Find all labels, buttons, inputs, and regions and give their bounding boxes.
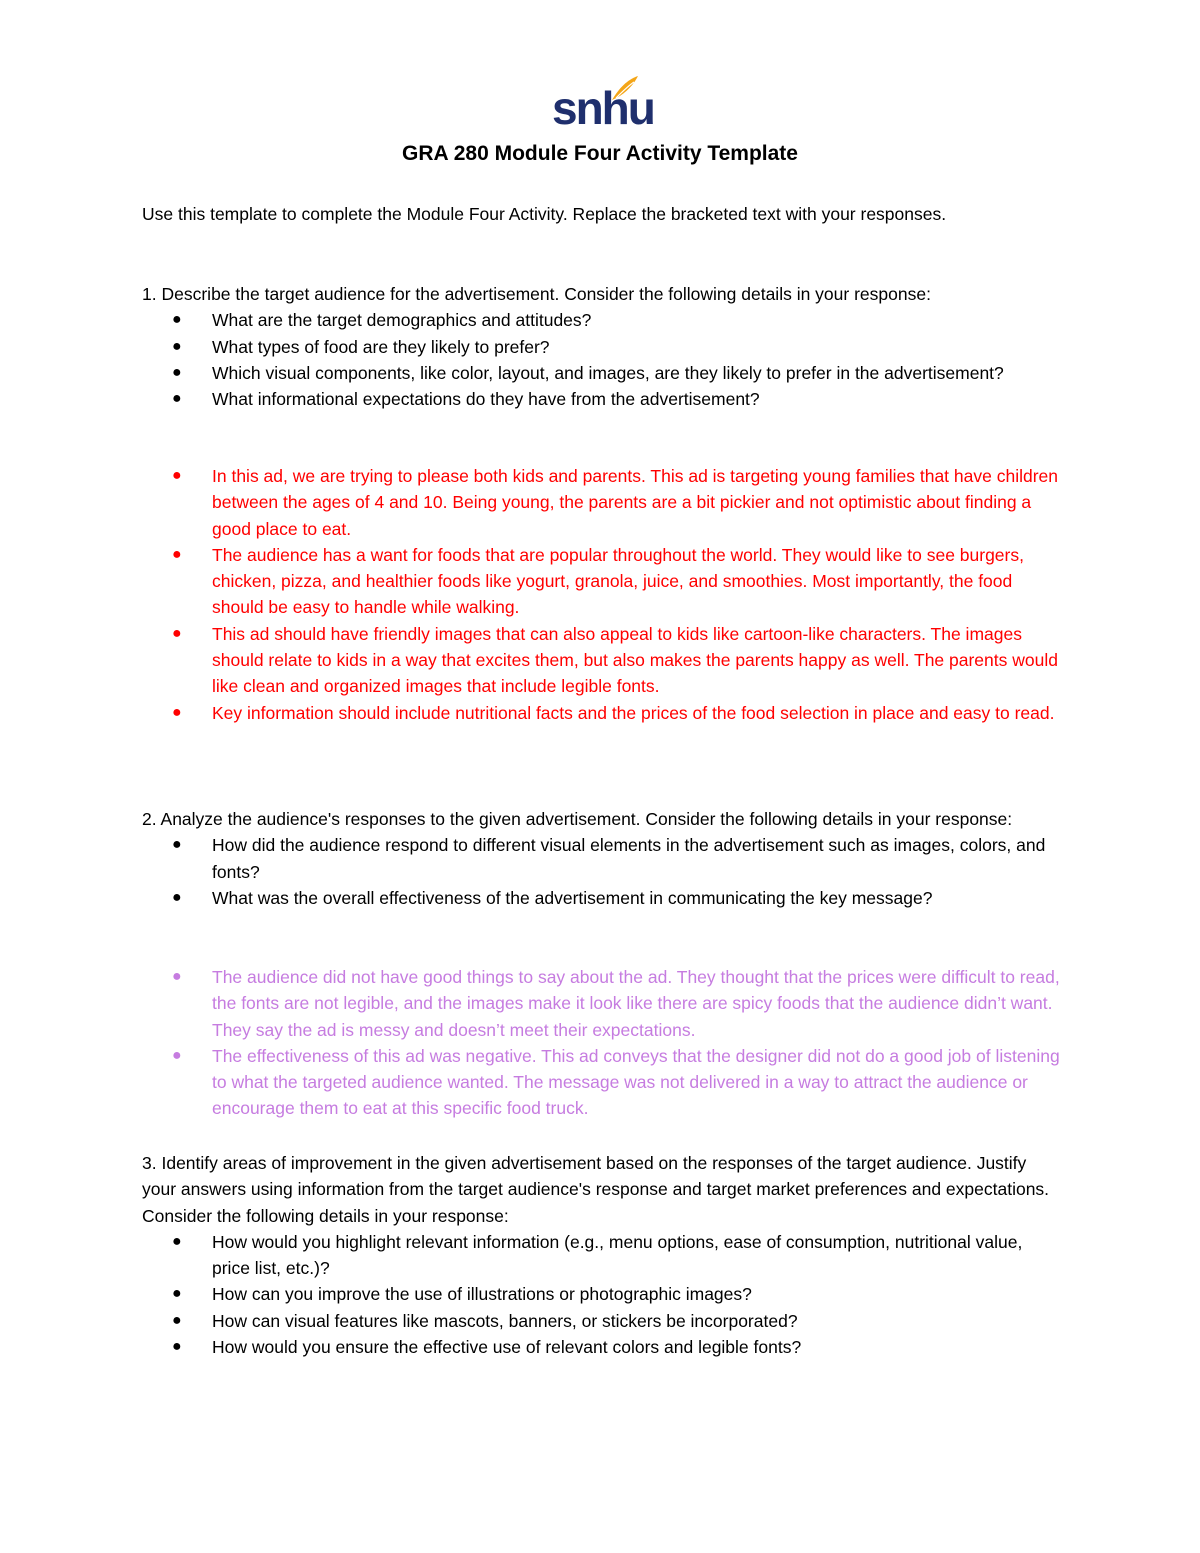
question-2-text: Analyze the audience's responses to the given advertisement. Consider the following details in your response: <box>160 809 1013 829</box>
list-item: ● How can you improve the use of illustrations or photographic images? <box>142 1281 1062 1307</box>
bullet-icon: ● <box>172 1285 182 1303</box>
question-1-text: Describe the target audience for the advertisement. Consider the following details in your response: <box>161 284 931 304</box>
list-item: ● What types of food are they likely to prefer? <box>142 334 1062 360</box>
bullet-icon: ● <box>172 390 182 408</box>
question-2 <box>142 806 1062 911</box>
bullet-icon: ● <box>172 337 182 355</box>
bullet-icon: ● <box>172 624 182 642</box>
question-2-prompt <box>142 806 1062 832</box>
bullet-icon: ● <box>172 311 182 329</box>
answer-item: ● The audience has a want for foods that are popular throughout the world. They would like to see burgers, chicken, pizza, and healthier foods like yogurt, granola, juice, and smoothies. Most importantly, the food should be easy to handle while walking. <box>142 542 1062 621</box>
answer-2 <box>142 964 1062 1122</box>
answer-1 <box>142 463 1062 726</box>
answer-item: ● This ad should have friendly images that can also appeal to kids like cartoon-like characters. The images should relate to kids in a way that excites them, but also makes the parents happy as well. The parents would like clean and organized images that include legible fonts. <box>142 621 1062 700</box>
bullet-icon: ● <box>172 703 182 721</box>
question-1-prompt <box>142 281 1062 307</box>
bullet-icon: ● <box>172 836 182 854</box>
list-item: ● How did the audience respond to different visual elements in the advertisement such as images, colors, and fonts? <box>142 832 1062 885</box>
snhu-logo <box>552 74 652 134</box>
list-item: ● How would you highlight relevant information (e.g., menu options, ease of consumption, nutritional value, price list, etc.)? <box>142 1229 1062 1282</box>
logo-text: snhu <box>552 82 654 134</box>
question-1 <box>142 281 1062 412</box>
question-2-number: 2. <box>142 809 157 829</box>
question-3-text: Identify areas of improvement in the given advertisement based on the responses of the target audience. Justify your answers using information from the target audience's response and target market preferences and expectations. Consider the following details in your response: <box>142 1153 1050 1226</box>
list-item: ● Which visual components, like color, layout, and images, are they likely to prefer in the advertisement? <box>142 360 1062 386</box>
bullet-icon: ● <box>172 888 182 906</box>
answer-item: ● In this ad, we are trying to please both kids and parents. This ad is targeting young families that have children between the ages of 4 and 10. Being young, the parents are a bit pickier and not optimistic about finding a good place to eat. <box>142 463 1062 542</box>
list-item: ● What are the target demographics and attitudes? <box>142 307 1062 333</box>
bullet-icon: ● <box>172 1232 182 1250</box>
question-1-number: 1. <box>142 284 157 304</box>
bullet-icon: ● <box>172 363 182 381</box>
list-item: ● How can visual features like mascots, banners, or stickers be incorporated? <box>142 1308 1062 1334</box>
question-2-bullets <box>142 832 1062 911</box>
intro-paragraph: Use this template to complete the Module Four Activity. Replace the bracketed text with your responses. <box>142 204 947 224</box>
question-3 <box>142 1150 1062 1360</box>
answer-item: ● Key information should include nutritional facts and the prices of the food selection in place and easy to read. <box>142 700 1062 726</box>
answer-item: ● The audience did not have good things to say about the ad. They thought that the prices were difficult to read, the fonts are not legible, and the images make it look like there are spicy foods that the audience didn’t want. They say the ad is messy and doesn’t meet their expectations. <box>142 964 1062 1043</box>
bullet-icon: ● <box>172 968 182 985</box>
bullet-icon: ● <box>172 1338 182 1356</box>
bullet-icon: ● <box>172 1311 182 1329</box>
answer-2-bullets <box>142 964 1062 1122</box>
bullet-icon: ● <box>172 467 182 484</box>
question-1-bullets <box>142 307 1062 412</box>
page-title: GRA 280 Module Four Activity Template <box>402 142 798 165</box>
bullet-icon: ● <box>172 1046 182 1064</box>
bullet-icon: ● <box>172 545 182 563</box>
list-item: ● How would you ensure the effective use of relevant colors and legible fonts? <box>142 1334 1062 1360</box>
answer-1-bullets <box>142 463 1062 726</box>
list-item: ● What was the overall effectiveness of the advertisement in communicating the key message? <box>142 885 1062 911</box>
question-3-number: 3. <box>142 1153 157 1173</box>
question-3-prompt <box>142 1150 1062 1229</box>
question-3-bullets <box>142 1229 1062 1360</box>
answer-item: ● The effectiveness of this ad was negative. This ad conveys that the designer did not do a good job of listening to what the targeted audience wanted. The message was not delivered in a way to attract the audience or encourage them to eat at this specific food truck. <box>142 1043 1062 1122</box>
list-item: ● What informational expectations do they have from the advertisement? <box>142 386 1062 412</box>
